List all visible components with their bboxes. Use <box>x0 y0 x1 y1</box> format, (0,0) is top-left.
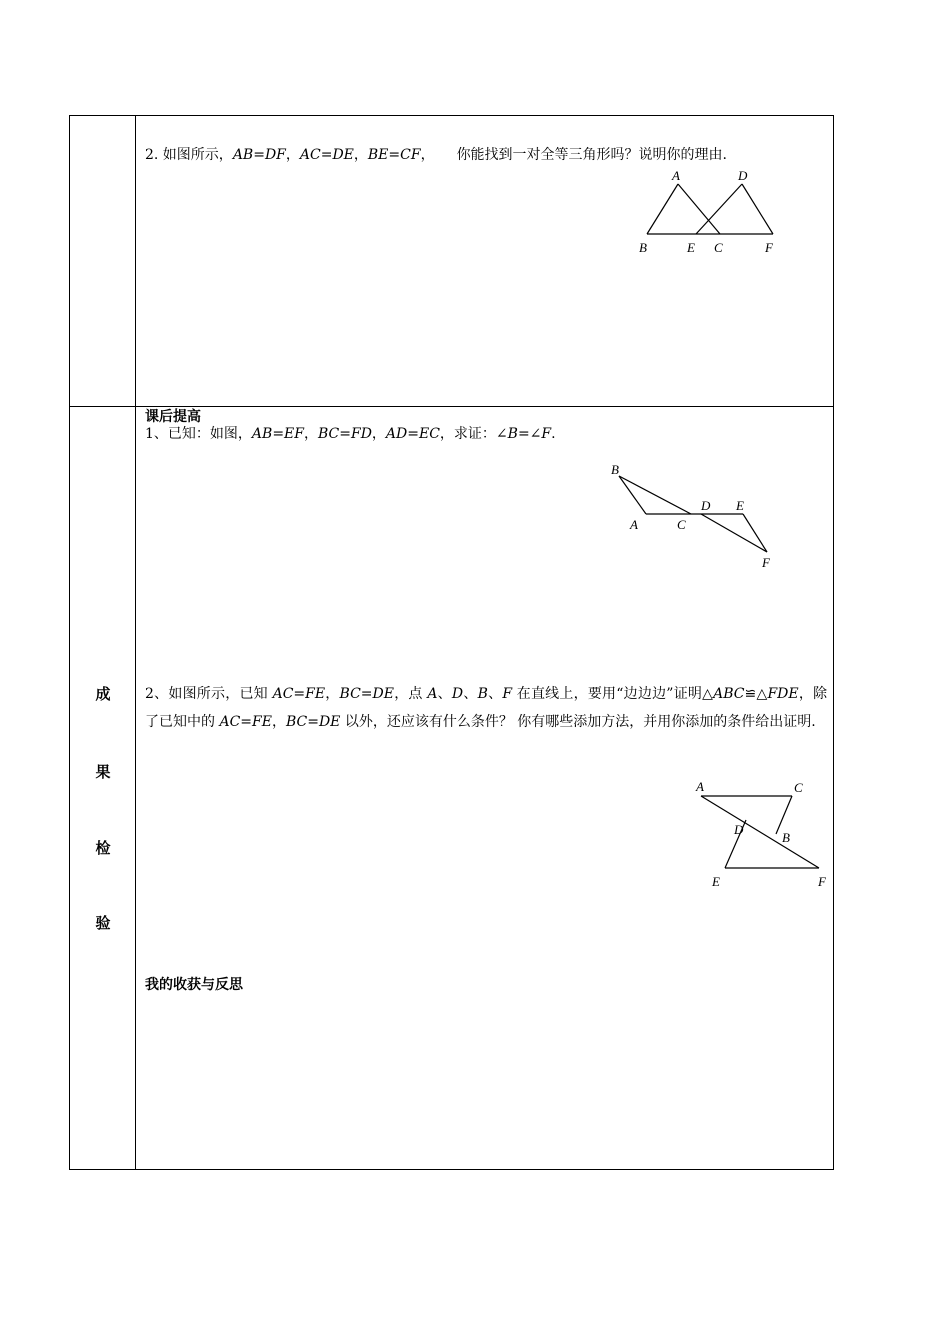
label-A: A <box>672 168 680 183</box>
label-A: A <box>696 779 704 794</box>
problem-top-question: 你能找到一对全等三角形吗？说明你的理由. <box>456 147 728 163</box>
problem1-angle: ∠B=∠F <box>495 426 552 442</box>
problem2-point-D: D <box>451 686 464 702</box>
table-row-divider <box>69 406 834 407</box>
label-C: C <box>794 780 803 795</box>
problem1-text <box>145 425 556 443</box>
label-B: B <box>782 830 790 845</box>
table-border-bottom <box>69 1169 834 1170</box>
label-D: D <box>734 822 744 837</box>
problem1-eq2: BC=FD <box>317 426 372 442</box>
table-border-right <box>833 115 834 1170</box>
problem1-end: . <box>551 426 556 442</box>
section-label-char-3: 检 <box>95 839 111 857</box>
problem2-eq1: AC=FE <box>272 686 326 702</box>
problem2-point-F: F <box>502 686 513 702</box>
problem-top-sep3: ， <box>420 147 435 163</box>
after-class-heading: 课后提高 <box>145 409 201 425</box>
problem2-eq4: BC=DE <box>285 714 341 730</box>
problem2-part9: ，除了已知中的 <box>145 686 828 730</box>
problem1-prefix: 1、已知：如图， <box>145 426 252 442</box>
problem-top-sep2: ， <box>353 147 368 163</box>
problem-top-eq2: AC=DE <box>299 147 354 163</box>
figure-top-triangles <box>630 166 790 258</box>
problem2-point-B: B <box>477 686 488 702</box>
label-E: E <box>712 874 720 889</box>
problem1-eq3: AD=EC <box>385 426 440 442</box>
label-E: E <box>736 498 744 513</box>
figure2-triangles <box>690 774 835 894</box>
segment-AC <box>678 184 720 234</box>
problem2-part2: ， <box>325 686 340 702</box>
problem-top-sep1: ， <box>285 147 300 163</box>
label-D: D <box>701 498 711 513</box>
segment-BC <box>619 476 691 514</box>
segment-BA <box>647 184 678 234</box>
label-F: F <box>762 555 770 570</box>
segment-EF <box>743 514 767 552</box>
problem2-part11: 以外，还应该有什么条件？ 你有哪些添加方法，并用你添加的条件给出证明. <box>340 714 816 730</box>
problem1-sep1: ， <box>303 426 318 442</box>
problem2-point-A: A <box>427 686 438 702</box>
problem-top-eq1: AB=DF <box>232 147 286 163</box>
label-D: D <box>738 168 748 183</box>
label-C: C <box>677 517 686 532</box>
problem2-triangle2: FDE <box>767 686 799 702</box>
problem2-part1: 2、如图所示，已知 <box>145 686 273 702</box>
problem2-part8: ≌△ <box>744 686 768 702</box>
problem2-eq3: AC=FE <box>219 714 272 730</box>
section-label-char-1: 成 <box>95 685 111 703</box>
segment-AF <box>701 796 819 868</box>
label-B: B <box>639 240 647 255</box>
problem-top-prefix: 2. 如图所示， <box>145 147 233 163</box>
problem2-part4: 、 <box>437 686 452 702</box>
label-B: B <box>611 462 619 477</box>
problem2-triangle1: ABC <box>713 686 745 702</box>
problem2-eq2: BC=DE <box>339 686 394 702</box>
reflection-heading: 我的收获与反思 <box>145 977 243 993</box>
problem2-text <box>145 680 827 736</box>
problem2-part6: 、 <box>487 686 503 702</box>
section-label-char-2: 果 <box>95 763 111 781</box>
segment-ED <box>696 184 742 234</box>
problem2-part10: ， <box>271 714 286 730</box>
label-C: C <box>714 240 723 255</box>
section-label-char-4: 验 <box>95 914 111 932</box>
table-border-left <box>69 115 70 1170</box>
problem-top-eq3: BE=CF <box>367 147 421 163</box>
label-F: F <box>818 874 826 889</box>
problem1-sep2: ， <box>371 426 386 442</box>
segment-DF <box>701 514 767 552</box>
segment-DF <box>742 184 773 234</box>
label-F: F <box>765 240 773 255</box>
label-E: E <box>687 240 695 255</box>
problem1-eq1: AB=EF <box>251 426 304 442</box>
table-column-divider <box>135 115 136 1170</box>
problem2-part3: ，点 <box>393 686 428 702</box>
figure1-triangles <box>605 458 785 573</box>
problem2-part5: 、 <box>463 686 478 702</box>
label-A: A <box>630 517 638 532</box>
segment-CB <box>776 796 792 834</box>
segment-BA <box>619 476 646 514</box>
problem2-part7: 在直线上，要用“边边边”证明△ <box>512 686 714 702</box>
problem1-sep3: ，求证： <box>439 426 496 442</box>
problem-top-text <box>145 146 727 164</box>
table-border-top <box>69 115 834 116</box>
